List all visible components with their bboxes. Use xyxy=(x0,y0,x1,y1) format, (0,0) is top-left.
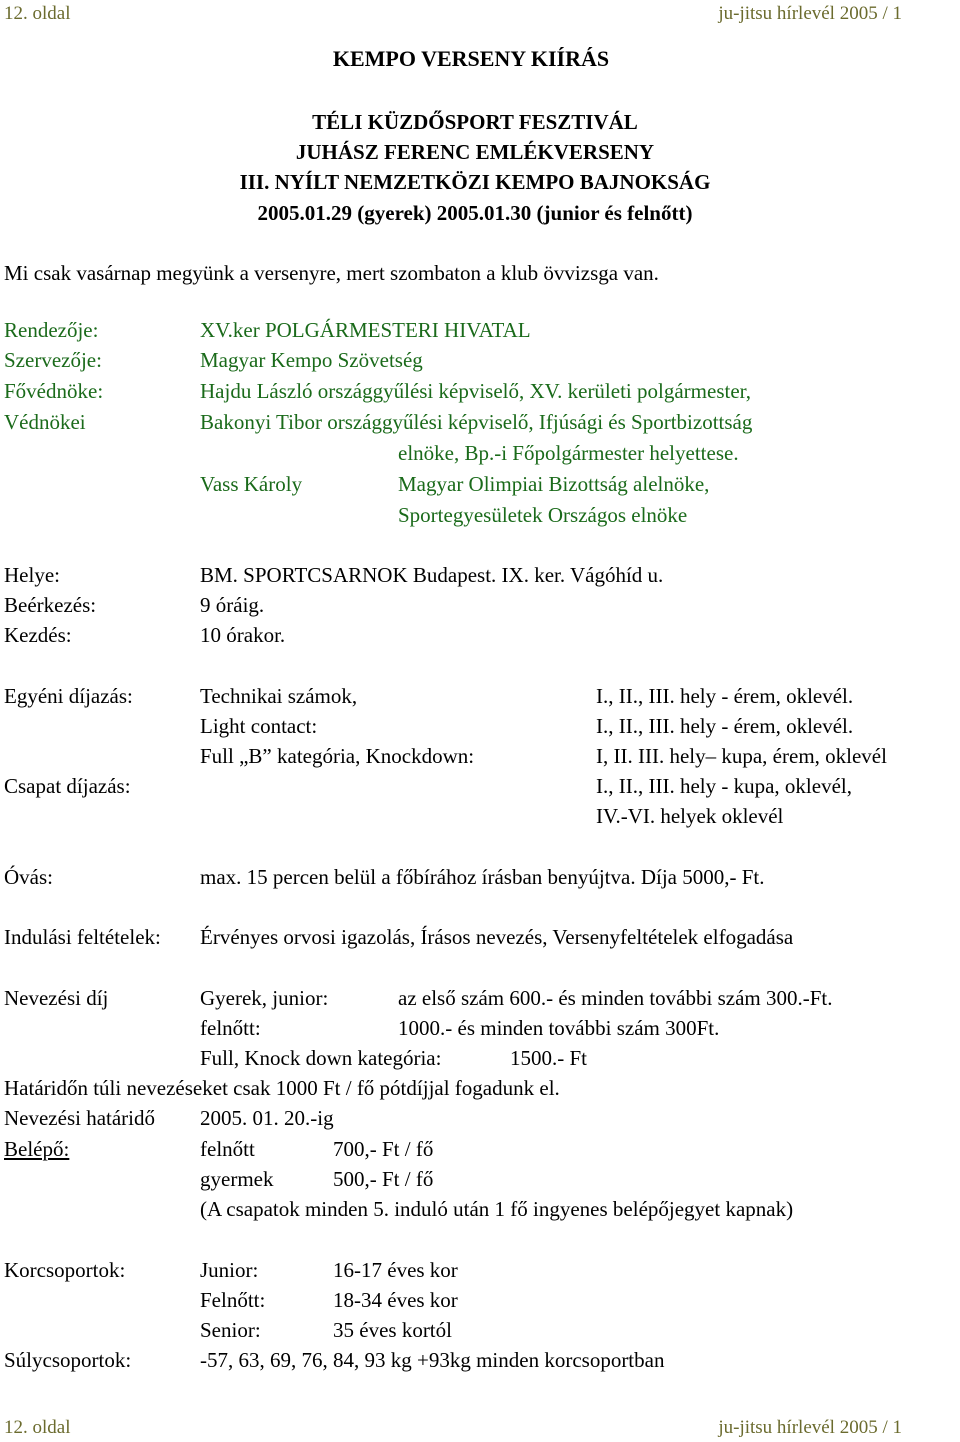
header-newsletter: ju-jitsu hírlevél 2005 / 1 xyxy=(718,3,902,24)
fovednok-value: Hajdu László országgyűlési képviselő, XV. kerületi polgármester, xyxy=(200,379,752,403)
fee-felnott-label: felnőtt: xyxy=(200,1016,261,1040)
age-group-range: 35 éves kortól xyxy=(333,1318,452,1342)
vass-name: Vass Károly xyxy=(200,472,303,496)
prize-category: Full „B” kategória, Knockdown: xyxy=(200,744,475,768)
footer-page-number: 12. oldal xyxy=(4,1417,71,1438)
age-group-name: Felnőtt: xyxy=(200,1288,266,1312)
prize-category: Technikai számok, xyxy=(200,684,358,708)
event-title-3: III. NYÍLT NEMZETKÖZI KEMPO BAJNOKSÁG xyxy=(239,170,711,194)
deadline-value: 2005. 01. 20.-ig xyxy=(200,1106,334,1130)
helye-value: BM. SPORTCSARNOK Budapest. IX. ker. Vágóhíd u. xyxy=(200,563,664,587)
kezdes-label: Kezdés: xyxy=(4,623,72,647)
beerkezes-label: Beérkezés: xyxy=(4,593,97,617)
age-group-name: Senior: xyxy=(200,1318,261,1342)
document-title: KEMPO VERSENY KIÍRÁS xyxy=(332,46,610,71)
vednokei-value-1: Bakonyi Tibor országgyűlési képviselő, Ifjúsági és Sportbizottság xyxy=(200,410,753,434)
age-group-name: Junior: xyxy=(200,1258,259,1282)
kezdes-value: 10 órakor. xyxy=(200,623,286,647)
event-dates: 2005.01.29 (gyerek) 2005.01.30 (junior és felnőtt) xyxy=(257,201,693,225)
fee-felnott-value: 1000.- és minden további szám 300Ft. xyxy=(398,1016,720,1040)
fee-full-value: 1500.- Ft xyxy=(510,1046,588,1070)
beerkezes-value: 9 óráig. xyxy=(200,593,265,617)
vednokei-label: Védnökei xyxy=(4,410,86,434)
ticket-felnott-label: felnőtt xyxy=(200,1137,255,1161)
footer-newsletter: ju-jitsu hírlevél 2005 / 1 xyxy=(718,1417,902,1438)
prize-category: Light contact: xyxy=(200,714,318,738)
ticket-note: (A csapatok minden 5. induló után 1 fő ingyenes belépőjegyet kapnak) xyxy=(200,1197,794,1221)
prize-value: I., II., III. hely - érem, oklevél. xyxy=(596,684,854,708)
szervezo-value: Magyar Kempo Szövetség xyxy=(200,348,423,372)
header-page-number: 12. oldal xyxy=(4,3,71,24)
prize-value: I, II. III. hely– kupa, érem, oklevél xyxy=(596,744,887,768)
csapat-prize-2: IV.-VI. helyek oklevél xyxy=(596,804,784,828)
ticket-gyermek-value: 500,- Ft / fő xyxy=(333,1167,434,1191)
rendezo-value: XV.ker POLGÁRMESTERI HIVATAL xyxy=(200,318,531,342)
fee-gyerek-label: Gyerek, junior: xyxy=(200,986,329,1010)
event-title-1: TÉLI KÜZDŐSPORT FESZTIVÁL xyxy=(312,110,638,134)
late-fee-note: Határidőn túli nevezéseket csak 1000 Ft / fő pótdíjjal fogadunk el. xyxy=(4,1076,560,1100)
ovas-label: Óvás: xyxy=(4,865,53,889)
vass-value-1: Magyar Olimpiai Bizottság alelnöke, xyxy=(398,472,710,496)
korcsoportok-label: Korcsoportok: xyxy=(4,1258,126,1282)
csapat-dijazas-label: Csapat díjazás: xyxy=(4,774,131,798)
prize-value: I., II., III. hely - érem, oklevél. xyxy=(596,714,854,738)
deadline-label: Nevezési határidő xyxy=(4,1106,156,1130)
ticket-felnott-value: 700,- Ft / fő xyxy=(333,1137,434,1161)
indulasi-label: Indulási feltételek: xyxy=(4,925,161,949)
ticket-gyermek-label: gyermek xyxy=(200,1167,274,1191)
club-note: Mi csak vasárnap megyünk a versenyre, mert szombaton a klub övvizsga van. xyxy=(4,261,659,285)
fovednok-label: Fővédnöke: xyxy=(4,379,104,403)
rendezo-label: Rendezője: xyxy=(4,318,99,342)
age-group-range: 18-34 éves kor xyxy=(333,1288,458,1312)
belepo-label: Belépő: xyxy=(4,1137,70,1161)
ovas-value: max. 15 percen belül a főbírához írásban benyújtva. Díja 5000,- Ft. xyxy=(200,865,765,889)
sulycsoportok-value: -57, 63, 69, 76, 84, 93 kg +93kg minden korcsoportban xyxy=(200,1348,665,1372)
event-title-2: JUHÁSZ FERENC EMLÉKVERSENY xyxy=(295,140,655,164)
fee-full-label: Full, Knock down kategória: xyxy=(200,1046,442,1070)
vass-value-2: Sportegyesületek Országos elnöke xyxy=(398,503,688,527)
egyeni-dijazas-label: Egyéni díjazás: xyxy=(4,684,133,708)
fee-gyerek-value: az első szám 600.- és minden további szám 300.-Ft. xyxy=(398,986,833,1010)
csapat-prize-1: I., II., III. hely - kupa, oklevél, xyxy=(596,774,852,798)
age-group-range: 16-17 éves kor xyxy=(333,1258,458,1282)
szervezo-label: Szervezője: xyxy=(4,348,102,372)
nevezesi-dij-label: Nevezési díj xyxy=(4,986,109,1010)
helye-label: Helye: xyxy=(4,563,60,587)
indulasi-value: Érvényes orvosi igazolás, Írásos nevezés, Versenyfeltételek elfogadása xyxy=(200,925,794,949)
vednokei-value-2: elnöke, Bp.-i Főpolgármester helyettese. xyxy=(398,441,739,465)
sulycsoportok-label: Súlycsoportok: xyxy=(4,1348,132,1372)
